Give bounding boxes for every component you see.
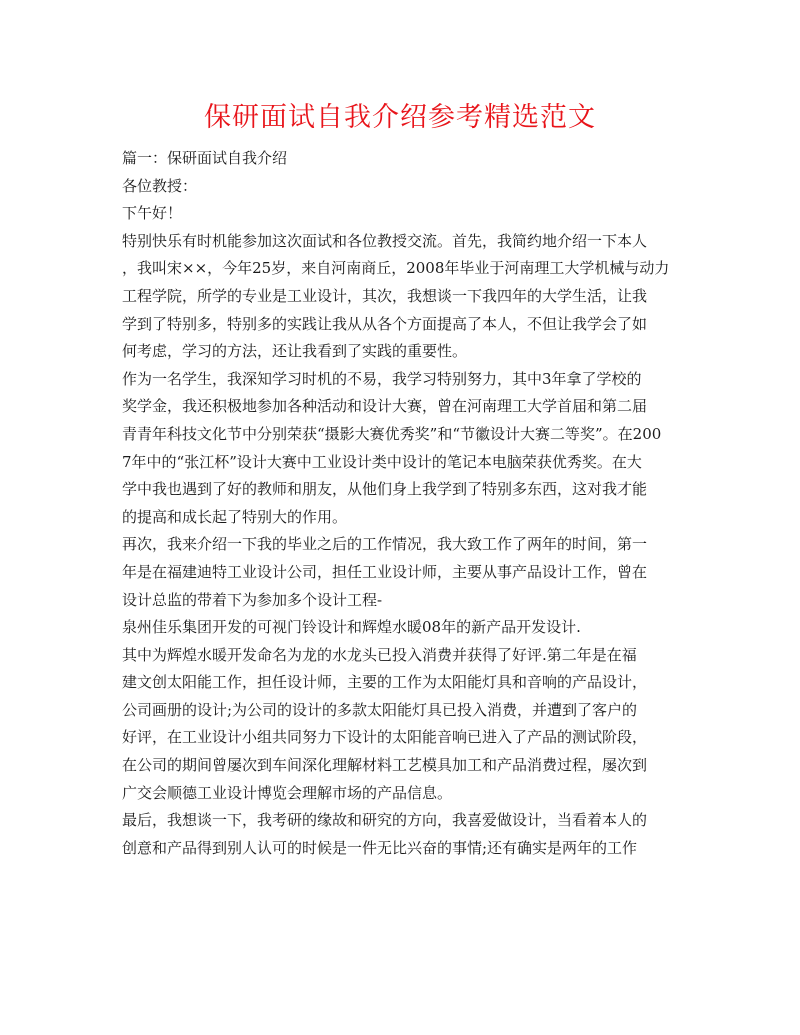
text-line: 的提高和成长起了特别大的作用。 [122, 507, 348, 526]
document-title: 保研面试自我介绍参考精选范文 [204, 102, 596, 133]
text-line: 设计总监的带着下为参加多个设计工程- [122, 590, 383, 609]
text-line: 下午好！ [122, 204, 183, 223]
text-line: 建文创太阳能工作，担任设计师，主要的工作为太阳能灯具和音响的产品设计， [122, 673, 648, 692]
text-line: 在公司的期间曾屡次到车间深化理解材料工艺模具加工和产品消费过程，屡次到 [122, 756, 648, 775]
text-line: 工程学院，所学的专业是工业设计，其次，我想谈一下我四年的大学生活，让我 [122, 286, 648, 305]
text-line: 作为一名学生，我深知学习时机的不易，我学习特别努力，其中3年拿了学校的 [122, 369, 642, 388]
text-line: 好评，在工业设计小组共同努力下设计的太阳能音响已进入了产品的测试阶段， [122, 728, 648, 747]
text-line: 再次，我来介绍一下我的毕业之后的工作情况，我大致工作了两年的时间，第一 [122, 535, 648, 554]
text-line: 学到了特别多，特别多的实践让我从从各个方面提高了本人，不但让我学会了如 [122, 314, 648, 333]
text-line: 各位教授： [122, 176, 198, 195]
text-line: 最后，我想谈一下，我考研的缘故和研究的方向，我喜爱做设计，当看着本人的 [122, 811, 648, 830]
text-line: 广交会顺德工业设计博览会理解市场的产品信息。 [122, 783, 453, 802]
text-line: 泉州佳乐集团开发的可视门铃设计和辉煌水暖08年的新产品开发设计. [122, 618, 581, 637]
document-body [122, 145, 682, 862]
text-line: 其中为辉煌水暖开发命名为龙的水龙头已投入消费并获得了好评.第二年是在福 [122, 645, 637, 664]
text-line: 公司画册的设计;为公司的设计的多款太阳能灯具已投入消费，并遭到了客户的 [122, 700, 638, 719]
text-line: 7年中的“张江杯”设计大赛中工业设计类中设计的笔记本电脑荣获优秀奖。在大 [122, 452, 642, 471]
text-line: 年是在福建迪特工业设计公司，担任工业设计师，主要从事产品设计工作，曾在 [122, 562, 648, 581]
text-line: 奖学金，我还积极地参加各种活动和设计大赛，曾在河南理工大学首届和第二届 [122, 397, 648, 416]
text-line: 青青年科技文化节中分别荣获“摄影大赛优秀奖”和“节徽设计大赛二等奖”。在200 [122, 424, 662, 443]
text-line: 何考虑，学习的方法，还让我看到了实践的重要性。 [122, 342, 468, 361]
text-line: ，我叫宋××，今年25岁，来自河南商丘，2008年毕业于河南理工大学机械与动力 [122, 259, 670, 278]
text-line: 篇一：保研面试自我介绍 [122, 149, 288, 167]
text-line: 学中我也遇到了好的教师和朋友，从他们身上我学到了特别多东西，这对我才能 [122, 480, 648, 499]
text-line: 特别快乐有时机能参加这次面试和各位教授交流。首先，我简约地介绍一下本人 [122, 231, 648, 250]
text-line: 创意和产品得到别人认可的时候是一件无比兴奋的事情;还有确实是两年的工作 [122, 838, 638, 857]
